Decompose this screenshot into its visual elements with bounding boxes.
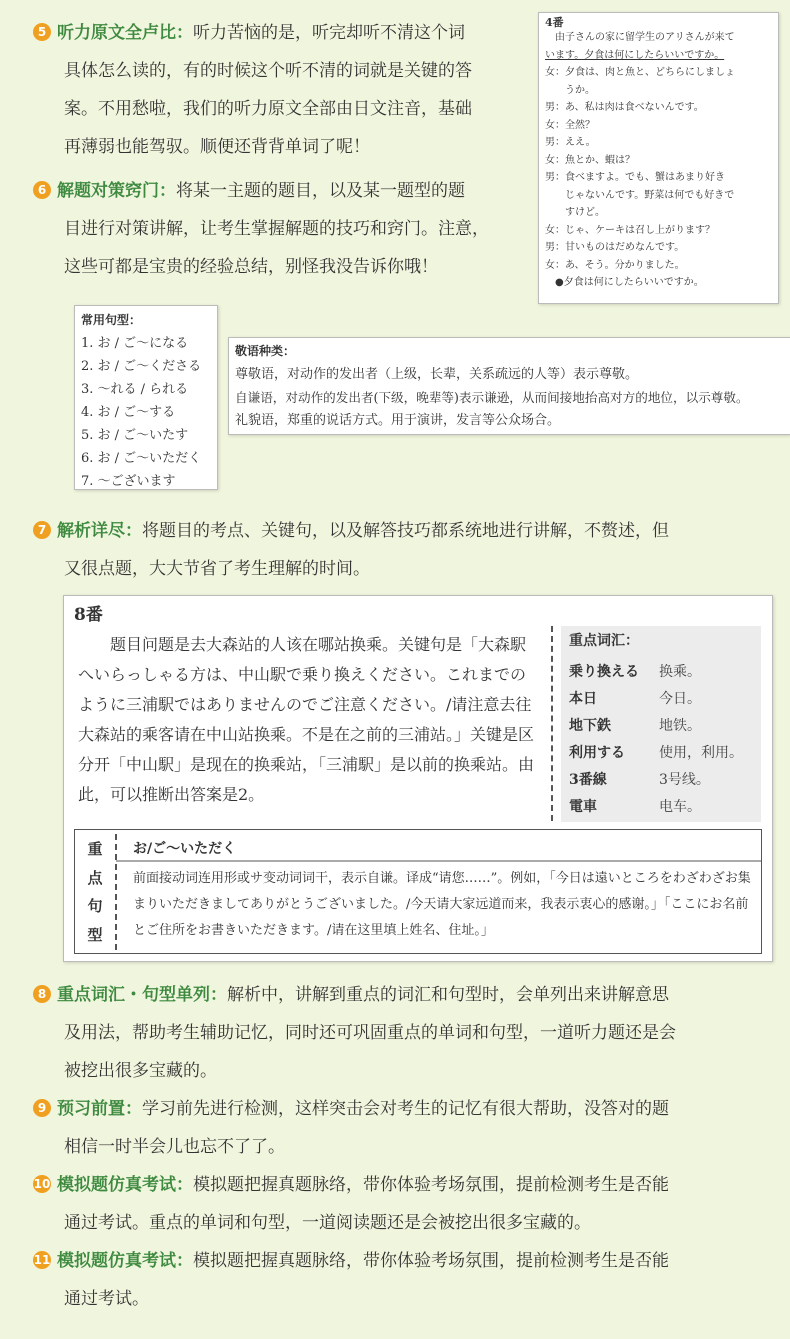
pattern-item: 3. ～れる / られる: [81, 382, 189, 397]
vocab-word: 地下鉄: [569, 718, 611, 734]
section-text: 听力苦恼的是，听完却听不清这个词: [193, 23, 465, 43]
vocab-row: [569, 762, 753, 789]
section-heading: 解题对策窍门：: [57, 181, 176, 201]
section-5: [33, 14, 533, 166]
section-heading: 听力原文全卢比：: [57, 23, 193, 43]
dialogue-line: 女：夕食は、肉と魚と、どちらにしましょ: [545, 67, 735, 78]
section-text: 将某一主题的题目，以及某一题型的题: [176, 181, 465, 201]
section-number-badge: 10: [33, 1177, 51, 1191]
section-heading: 模拟题仿真考试：: [57, 1175, 193, 1195]
divider: [116, 860, 761, 862]
vocab-word: 利用する: [569, 745, 625, 761]
dialogue-line: すけど。: [545, 207, 605, 218]
pattern-item: 2. お / ご～くださる: [81, 359, 202, 374]
dialogue-question: ●夕食は何にしたらいいですか。: [545, 277, 704, 288]
section-text: 将题目的考点、关键句，以及解答技巧都系统地进行讲解，不赘述，但: [142, 521, 669, 541]
section-heading: 模拟题仿真考试：: [57, 1251, 193, 1271]
example-8-card: [63, 595, 773, 962]
section-text: 通过考试。重点的单词和句型，一道阅读题还是会被挖出很多宝藏的。: [64, 1213, 591, 1233]
vocab-meaning: 今日。: [659, 691, 701, 707]
keigo-line: 自谦语，对动作的发出者(下级，晚辈等)表示谦逊，从而间接地抬高对方的地位，以示尊敬。: [235, 390, 749, 405]
divider: [115, 834, 117, 950]
vocab-meaning: 换乘。: [659, 664, 701, 680]
keigo-types-card: [228, 337, 790, 435]
pattern-item: 5. お / ご～いたす: [81, 428, 189, 443]
vocab-title: 重点词汇：: [569, 633, 639, 649]
dialogue-line: じゃないんです。野菜は何でも好きで: [545, 189, 735, 201]
section-text: 及用法，帮助考生辅助记忆，同时还可巩固重点的单词和句型，一道听力题还是会: [64, 1023, 676, 1043]
section-text: 案。不用愁啦，我们的听力原文全部由日文注音，基础: [64, 99, 472, 119]
section-text: 又很点题，大大节省了考生理解的时间。: [64, 559, 370, 579]
common-patterns-card: [74, 305, 218, 490]
dialogue-line: います。夕食は何にしたらいいですか。: [545, 49, 725, 61]
dialogue-line: 女：全然？: [545, 119, 595, 131]
section-text: 模拟题把握真题脉络，带你体验考场氛围，提前检测考生是否能: [193, 1175, 669, 1195]
section-text: 被挖出很多宝藏的。: [64, 1061, 217, 1081]
section-number-badge: 5: [33, 23, 51, 41]
grammar-label: [75, 830, 115, 953]
section-number-badge: 11: [33, 1253, 51, 1267]
section-text: 相信一时半会儿也忘不了了。: [64, 1137, 285, 1157]
section-8: [33, 976, 763, 1090]
example-title: 4番: [545, 16, 564, 29]
section-text: 通过考试。: [64, 1289, 149, 1309]
grammar-label-char: 重: [87, 839, 103, 858]
pattern-item: 4. お / ご～する: [81, 405, 176, 420]
section-number-badge: 6: [33, 181, 51, 199]
keigo-title: 敬语种类：: [235, 344, 296, 358]
dialogue-line: 男：ええ。: [545, 137, 596, 148]
vocab-word: 電車: [569, 799, 597, 815]
example-title: 8番: [74, 605, 103, 625]
section-heading: 预习前置：: [57, 1099, 142, 1119]
grammar-label-char: 点: [87, 868, 103, 887]
section-number-badge: 8: [33, 985, 51, 1003]
vocab-word: 乗り換える: [569, 664, 639, 680]
grammar-pattern: お/ご～いただく: [133, 841, 237, 857]
pattern-item: 7. ～ございます: [81, 474, 176, 489]
section-heading: 重点词汇・句型单列：: [57, 985, 227, 1005]
vocab-word: 3番線: [569, 772, 607, 788]
section-text: 学习前先进行检测，这样突击会对考生的记忆有很大帮助，没答对的题: [142, 1099, 669, 1119]
section-heading: 解析详尽：: [57, 521, 142, 541]
vocab-row: [569, 654, 753, 681]
grammar-label-char: 型: [87, 926, 103, 945]
section-9: [33, 1090, 763, 1166]
section-6: [33, 172, 533, 286]
example-4-card: [538, 12, 779, 304]
vocab-word: 本日: [569, 691, 597, 707]
section-text: 模拟题把握真题脉络，带你体验考场氛围，提前检测考生是否能: [193, 1251, 669, 1271]
vocab-meaning: 地铁。: [659, 718, 701, 734]
vocab-meaning: 3号线。: [659, 772, 710, 788]
section-number-badge: 7: [33, 521, 51, 539]
section-text: 目进行对策讲解，让考生掌握解题的技巧和窍门。注意，: [64, 219, 489, 239]
section-text: 具体怎么读的，有的时候这个听不清的词就是关键的答: [64, 61, 472, 81]
section-text: 这些可都是宝贵的经验总结，别怪我没告诉你哦！: [64, 257, 438, 277]
dialogue-line: 女：魚とか、蝦は？: [545, 154, 635, 166]
analysis-text: 题目问题是去大森站的人该在哪站换乘。关键句是「大森駅へいらっしゃる方は、中山駅で乗り換えください。これまでのように三浦駅ではありませんのでご注意ください。/请注意去往大森站的乘客请在中山站换乘。不是在之前的三浦站。」关键是区分开「中山駅」是现在的换乘站，「三浦駅」是以前的换乘站。由此，可以推断出答案是2。: [78, 635, 535, 804]
section-11: [33, 1242, 763, 1318]
section-7: [33, 512, 763, 588]
keigo-line: 礼貌语，郑重的说话方式。用于演讲，发言等公众场合。: [235, 413, 561, 428]
vocab-row: [569, 708, 753, 735]
pattern-item: 6. お / ご～いただく: [81, 451, 202, 466]
section-10: [33, 1166, 763, 1242]
dialogue-line: 女：じゃ、ケーキは召し上がります？: [545, 224, 715, 236]
grammar-label-char: 句: [87, 897, 103, 916]
key-vocab-panel: [561, 626, 761, 822]
section-number-badge: 9: [33, 1099, 51, 1117]
dialogue-line: うか。: [545, 84, 595, 96]
vocab-row: [569, 681, 753, 708]
dialogue-line: 男：甘いものはだめなんです。: [545, 242, 685, 253]
pattern-item: 1. お / ご～になる: [81, 336, 189, 351]
vocab-row: [569, 735, 753, 762]
dialogue-line: 女：あ、そう。分かりました。: [545, 259, 685, 271]
vocab-meaning: 电车。: [659, 799, 701, 815]
section-text: 解析中，讲解到重点的词汇和句型时，会单列出来讲解意思: [227, 985, 669, 1005]
vocab-meaning: 使用，利用。: [659, 745, 743, 761]
dialogue-line: 男：あ、私は肉は食べないんです。: [545, 102, 704, 113]
vocab-row: [569, 789, 753, 816]
section-text: 再薄弱也能驾驭。顺便还背背单词了呢！: [64, 137, 370, 157]
grammar-explanation: 前面接动词连用形或サ变动词词干，表示自谦。译成“请您……”。例如，「今日は遠いところをわざわざお集まりいただきましてありがとうございました。/今天请大家远道而来，我表示衷心的感谢。」「ここにお名前とご住所をお書きいただきます。/请在这里填上姓名、住址。」: [133, 871, 751, 938]
divider: [551, 626, 553, 821]
patterns-title: 常用句型：: [81, 313, 142, 327]
keigo-line: 尊敬语，对动作的发出者（上级，长辈，关系疏远的人等）表示尊敬。: [235, 367, 639, 382]
dialogue-line: 男：食べますよ。でも、蟹はあまり好き: [545, 172, 725, 183]
dialogue-line: 由子さんの家に留学生のアリさんが来て: [545, 32, 735, 43]
key-grammar-box: [74, 829, 762, 954]
